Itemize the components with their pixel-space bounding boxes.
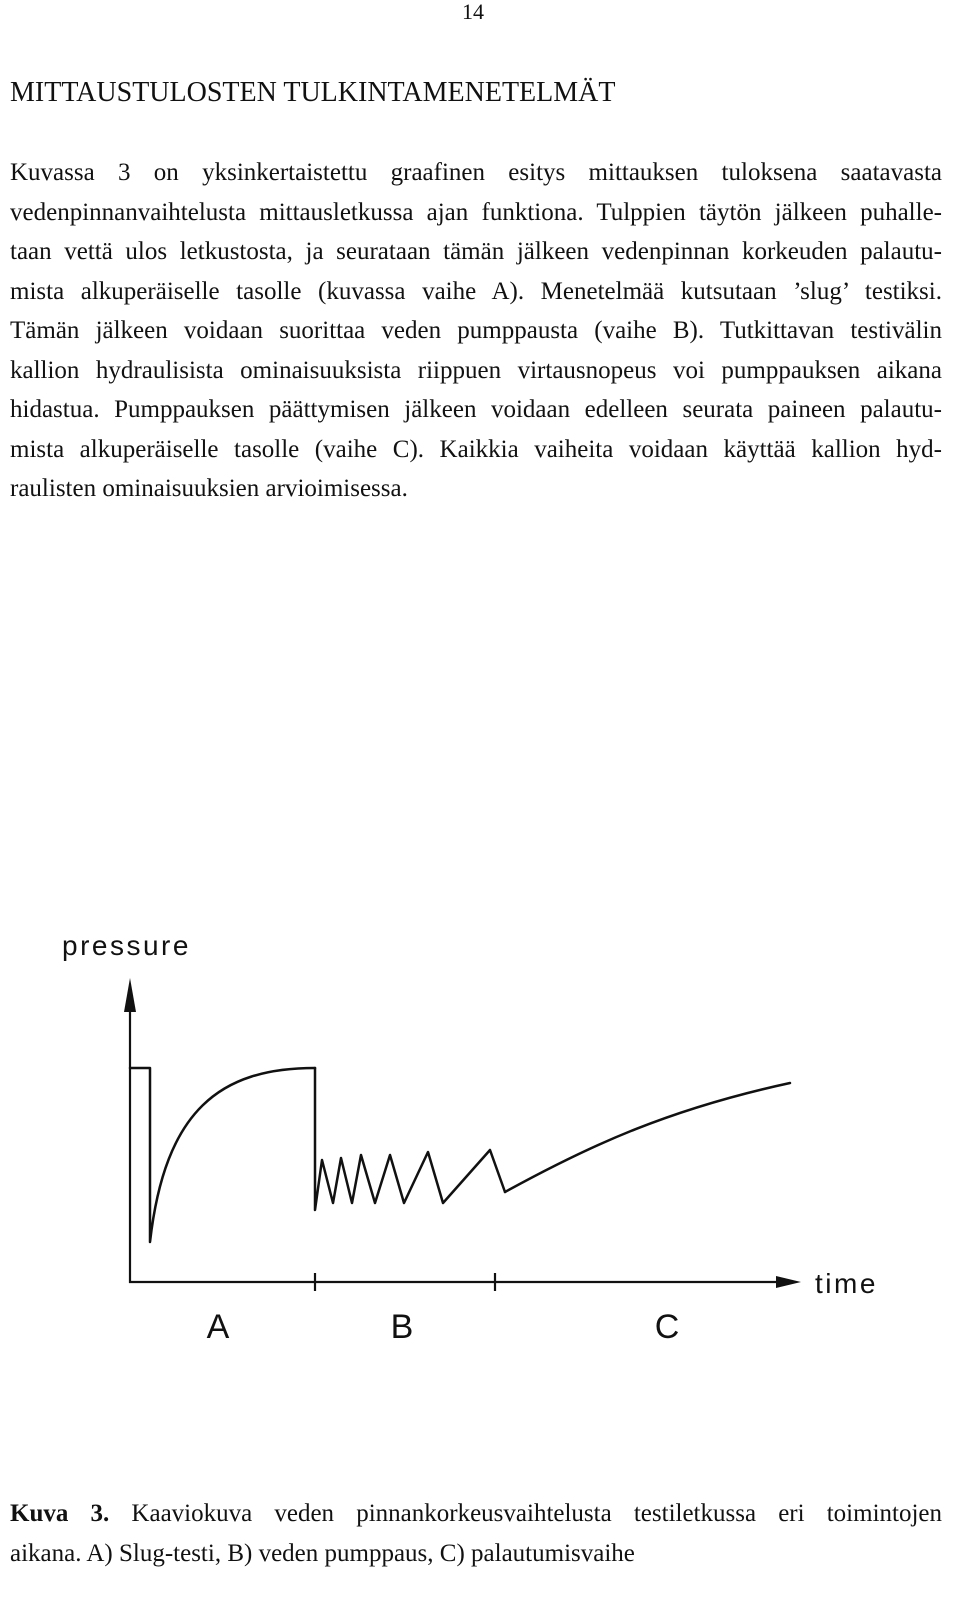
body-line: kallion hydraulisista ominaisuuksista riippuen virtausnopeus voi pumppauksen aikana xyxy=(10,356,942,384)
y-axis-label: pressure xyxy=(62,930,191,961)
body-line: mista alkuperäiselle tasolle (vaihe C). Kaikkia vaiheita voidaan käyttää kallion hyd- xyxy=(10,435,942,463)
section-heading: MITTAUSTULOSTEN TULKINTAMENETELMÄT xyxy=(10,77,616,108)
body-line: raulisten ominaisuuksien arvioimisessa. xyxy=(10,475,408,502)
y-axis-arrowhead xyxy=(124,978,136,1012)
body-line: mista alkuperäiselle tasolle (kuvassa vaihe A). Menetelmää kutsutaan ’slug’ testiksi. xyxy=(10,277,942,305)
phase-label-a: A xyxy=(206,1308,230,1346)
body-line: Tämän jälkeen voidaan suorittaa veden pumppausta (vaihe B). Tutkittavan testivälin xyxy=(10,317,942,344)
body-paragraph xyxy=(10,153,942,509)
caption-line xyxy=(10,1494,942,1534)
phase-b-pumping-curve xyxy=(315,1068,505,1210)
x-axis-label: time xyxy=(815,1268,878,1299)
pressure-time-diagram xyxy=(0,900,960,1360)
figure-caption xyxy=(10,1494,942,1573)
x-axis-arrowhead xyxy=(776,1276,801,1288)
caption-line: aikana. A) Slug-testi, B) veden pumppaus, C) palautumisvaihe xyxy=(10,1539,635,1567)
page-number: 14 xyxy=(462,0,484,24)
body-line: hidastua. Pumppauksen päättymisen jälkeen voidaan edelleen seurata paineen palautu- xyxy=(10,396,942,423)
phase-label-b: B xyxy=(390,1308,414,1346)
caption-text: Kaaviokuva veden pinnankorkeusvaihtelusta testiletkussa eri toimintojen xyxy=(131,1500,942,1527)
phase-c-recovery-curve xyxy=(505,1083,790,1192)
body-line: taan vettä ulos letkustosta, ja seurataan tämän jälkeen vedenpinnan korkeuden palautu- xyxy=(10,238,942,265)
body-line: vedenpinnanvaihtelusta mittausletkussa ajan funktiona. Tulppien täytön jälkeen puhalle- xyxy=(10,198,942,226)
phase-label-c: C xyxy=(654,1308,680,1346)
phase-a-slug-test-curve xyxy=(130,1068,315,1242)
caption-label: Kuva 3. xyxy=(10,1500,110,1527)
body-line: Kuvassa 3 on yksinkertaistettu graafinen esitys mittauksen tuloksena saatavasta xyxy=(10,159,942,186)
